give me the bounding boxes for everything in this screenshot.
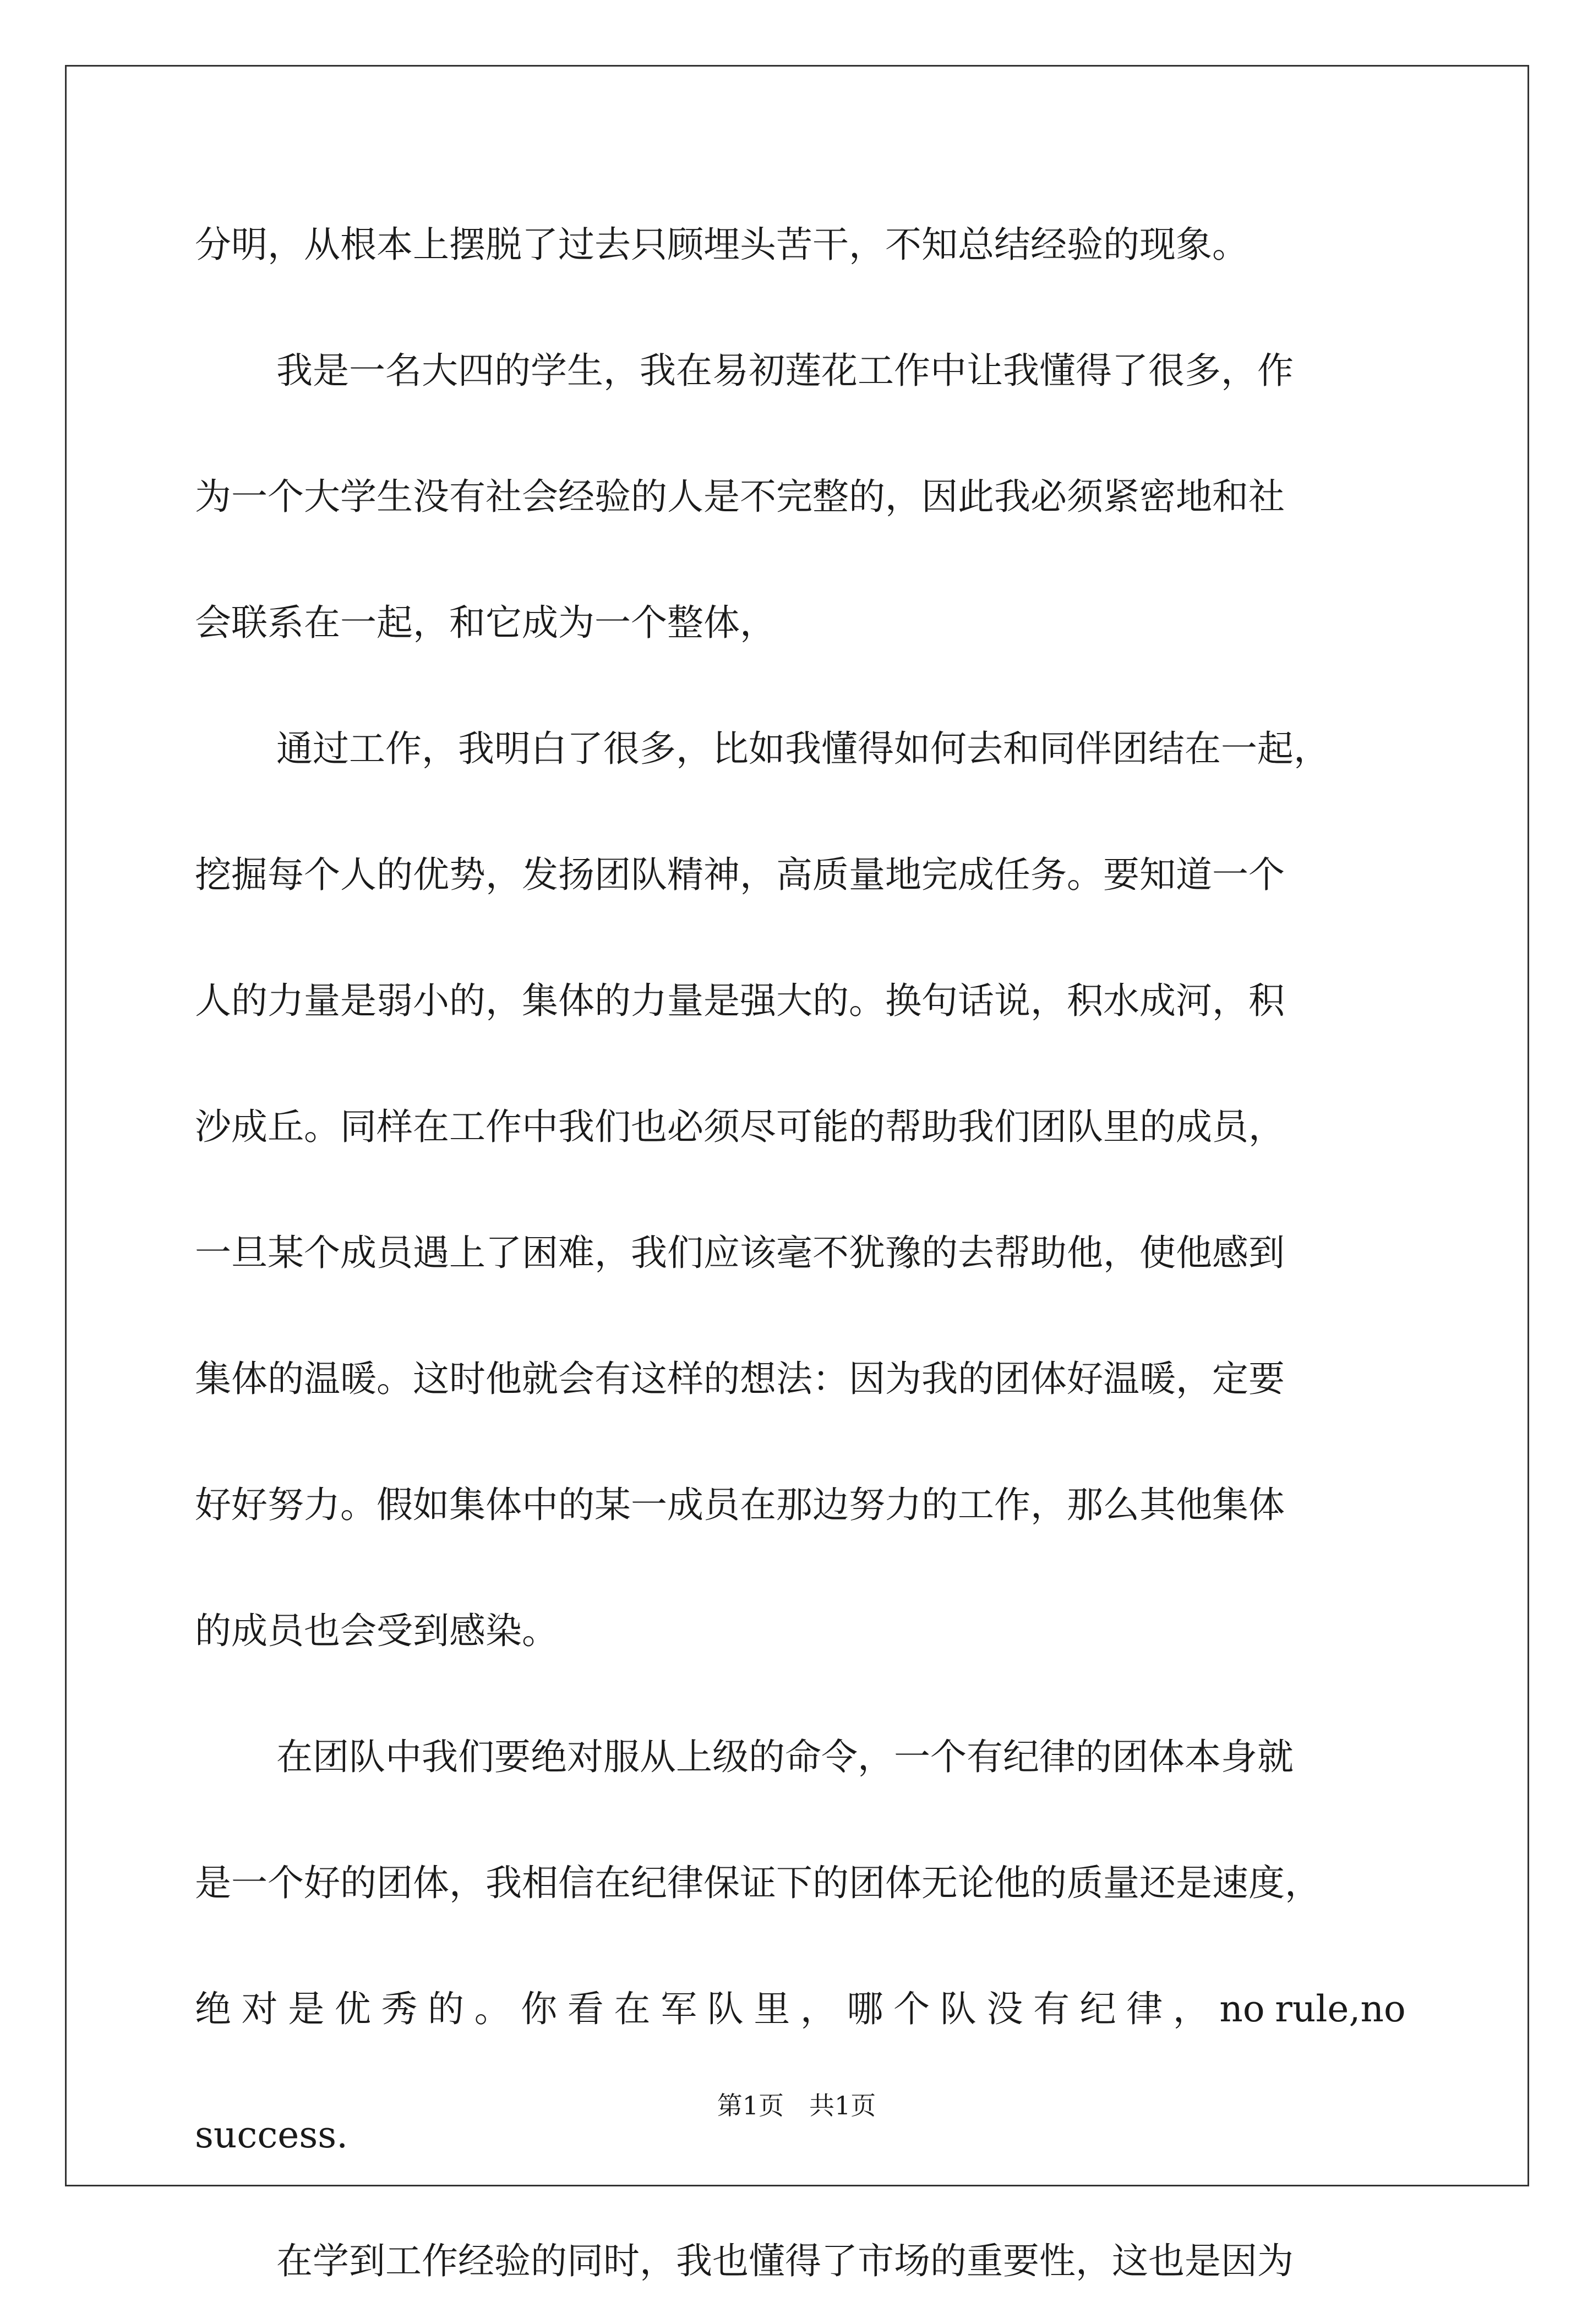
text-char: 没: [986, 1988, 1023, 2030]
text-char: 对: [241, 1988, 278, 2030]
text-line: 会联系在一起，和它成为一个整体，: [195, 601, 776, 644]
paragraph-first-line: 在团队中我们要绝对服从上级的命令，一个有纪律的团体本身就: [276, 1736, 1294, 1778]
text-char: 队: [940, 1988, 976, 2030]
text-char: 军: [661, 1988, 697, 2030]
text-line: 为一个大学生没有社会经验的人是不完整的，因此我必须紧密地和社: [195, 475, 1285, 518]
text-line: 沙成丘。同样在工作中我们也必须尽可能的帮助我们团队里的成员，: [195, 1106, 1285, 1148]
text-char: 在: [614, 1988, 651, 2030]
text-char: 个: [893, 1988, 930, 2030]
text-line: 挖掘每个人的优势，发扬团队精神，高质量地完成任务。要知道一个: [195, 854, 1285, 896]
text-char: 的: [428, 1988, 465, 2030]
text-line: 好好努力。假如集体中的某一成员在那边努力的工作，那么其他集体: [195, 1484, 1285, 1526]
text-char: 优: [334, 1988, 371, 2030]
document-body: [195, 182, 1406, 2324]
paragraph-first-line: 在学到工作经验的同时，我也懂得了市场的重要性，这也是因为: [276, 2240, 1294, 2282]
text-line: 是一个好的团体，我相信在纪律保证下的团体无论他的质量还是速度，: [195, 1862, 1321, 1904]
text-char: 律: [1126, 1988, 1163, 2030]
text-line: 的成员也会受到感染。: [195, 1610, 558, 1652]
text-char: 是: [288, 1988, 325, 2030]
paragraph-first-line: 我是一名大四的学生，我在易初莲花工作中让我懂得了很多，作: [276, 349, 1294, 392]
page-number: 第1页 共1页: [717, 2091, 876, 2120]
text-word: no: [1219, 1988, 1265, 2030]
justified-text-line: [195, 1946, 1406, 2072]
text-char: 秀: [381, 1988, 418, 2030]
text-line: success.: [195, 2114, 348, 2156]
text-line: 集体的温暖。这时他就会有这样的想法：因为我的团体好温暖，定要: [195, 1358, 1285, 1400]
text-word: rule,no: [1275, 1988, 1406, 2030]
text-line: 一旦某个成员遇上了困难，我们应该毫不犹豫的去帮助他，使他感到: [195, 1232, 1285, 1274]
text-char: 。: [474, 1988, 511, 2030]
text-char: 纪: [1079, 1988, 1116, 2030]
text-char: 队: [707, 1988, 744, 2030]
text-char: 有: [1033, 1988, 1070, 2030]
text-line: 分明，从根本上摆脱了过去只顾埋头苦干，不知总结经验的现象。: [195, 223, 1248, 266]
text-char: 绝: [195, 1988, 231, 2030]
text-char: 你: [521, 1988, 558, 2030]
text-char: 哪: [847, 1988, 883, 2030]
text-char: 里: [754, 1988, 790, 2030]
text-char: 看: [567, 1988, 604, 2030]
paragraph-first-line: 通过工作，我明白了很多，比如我懂得如何去和同伴团结在一起，: [276, 728, 1330, 770]
text-line: 人的力量是弱小的，集体的力量是强大的。换句话说，积水成河，积: [195, 980, 1285, 1022]
text-char: ，: [800, 1988, 837, 2030]
text-char: ，: [1172, 1988, 1209, 2030]
